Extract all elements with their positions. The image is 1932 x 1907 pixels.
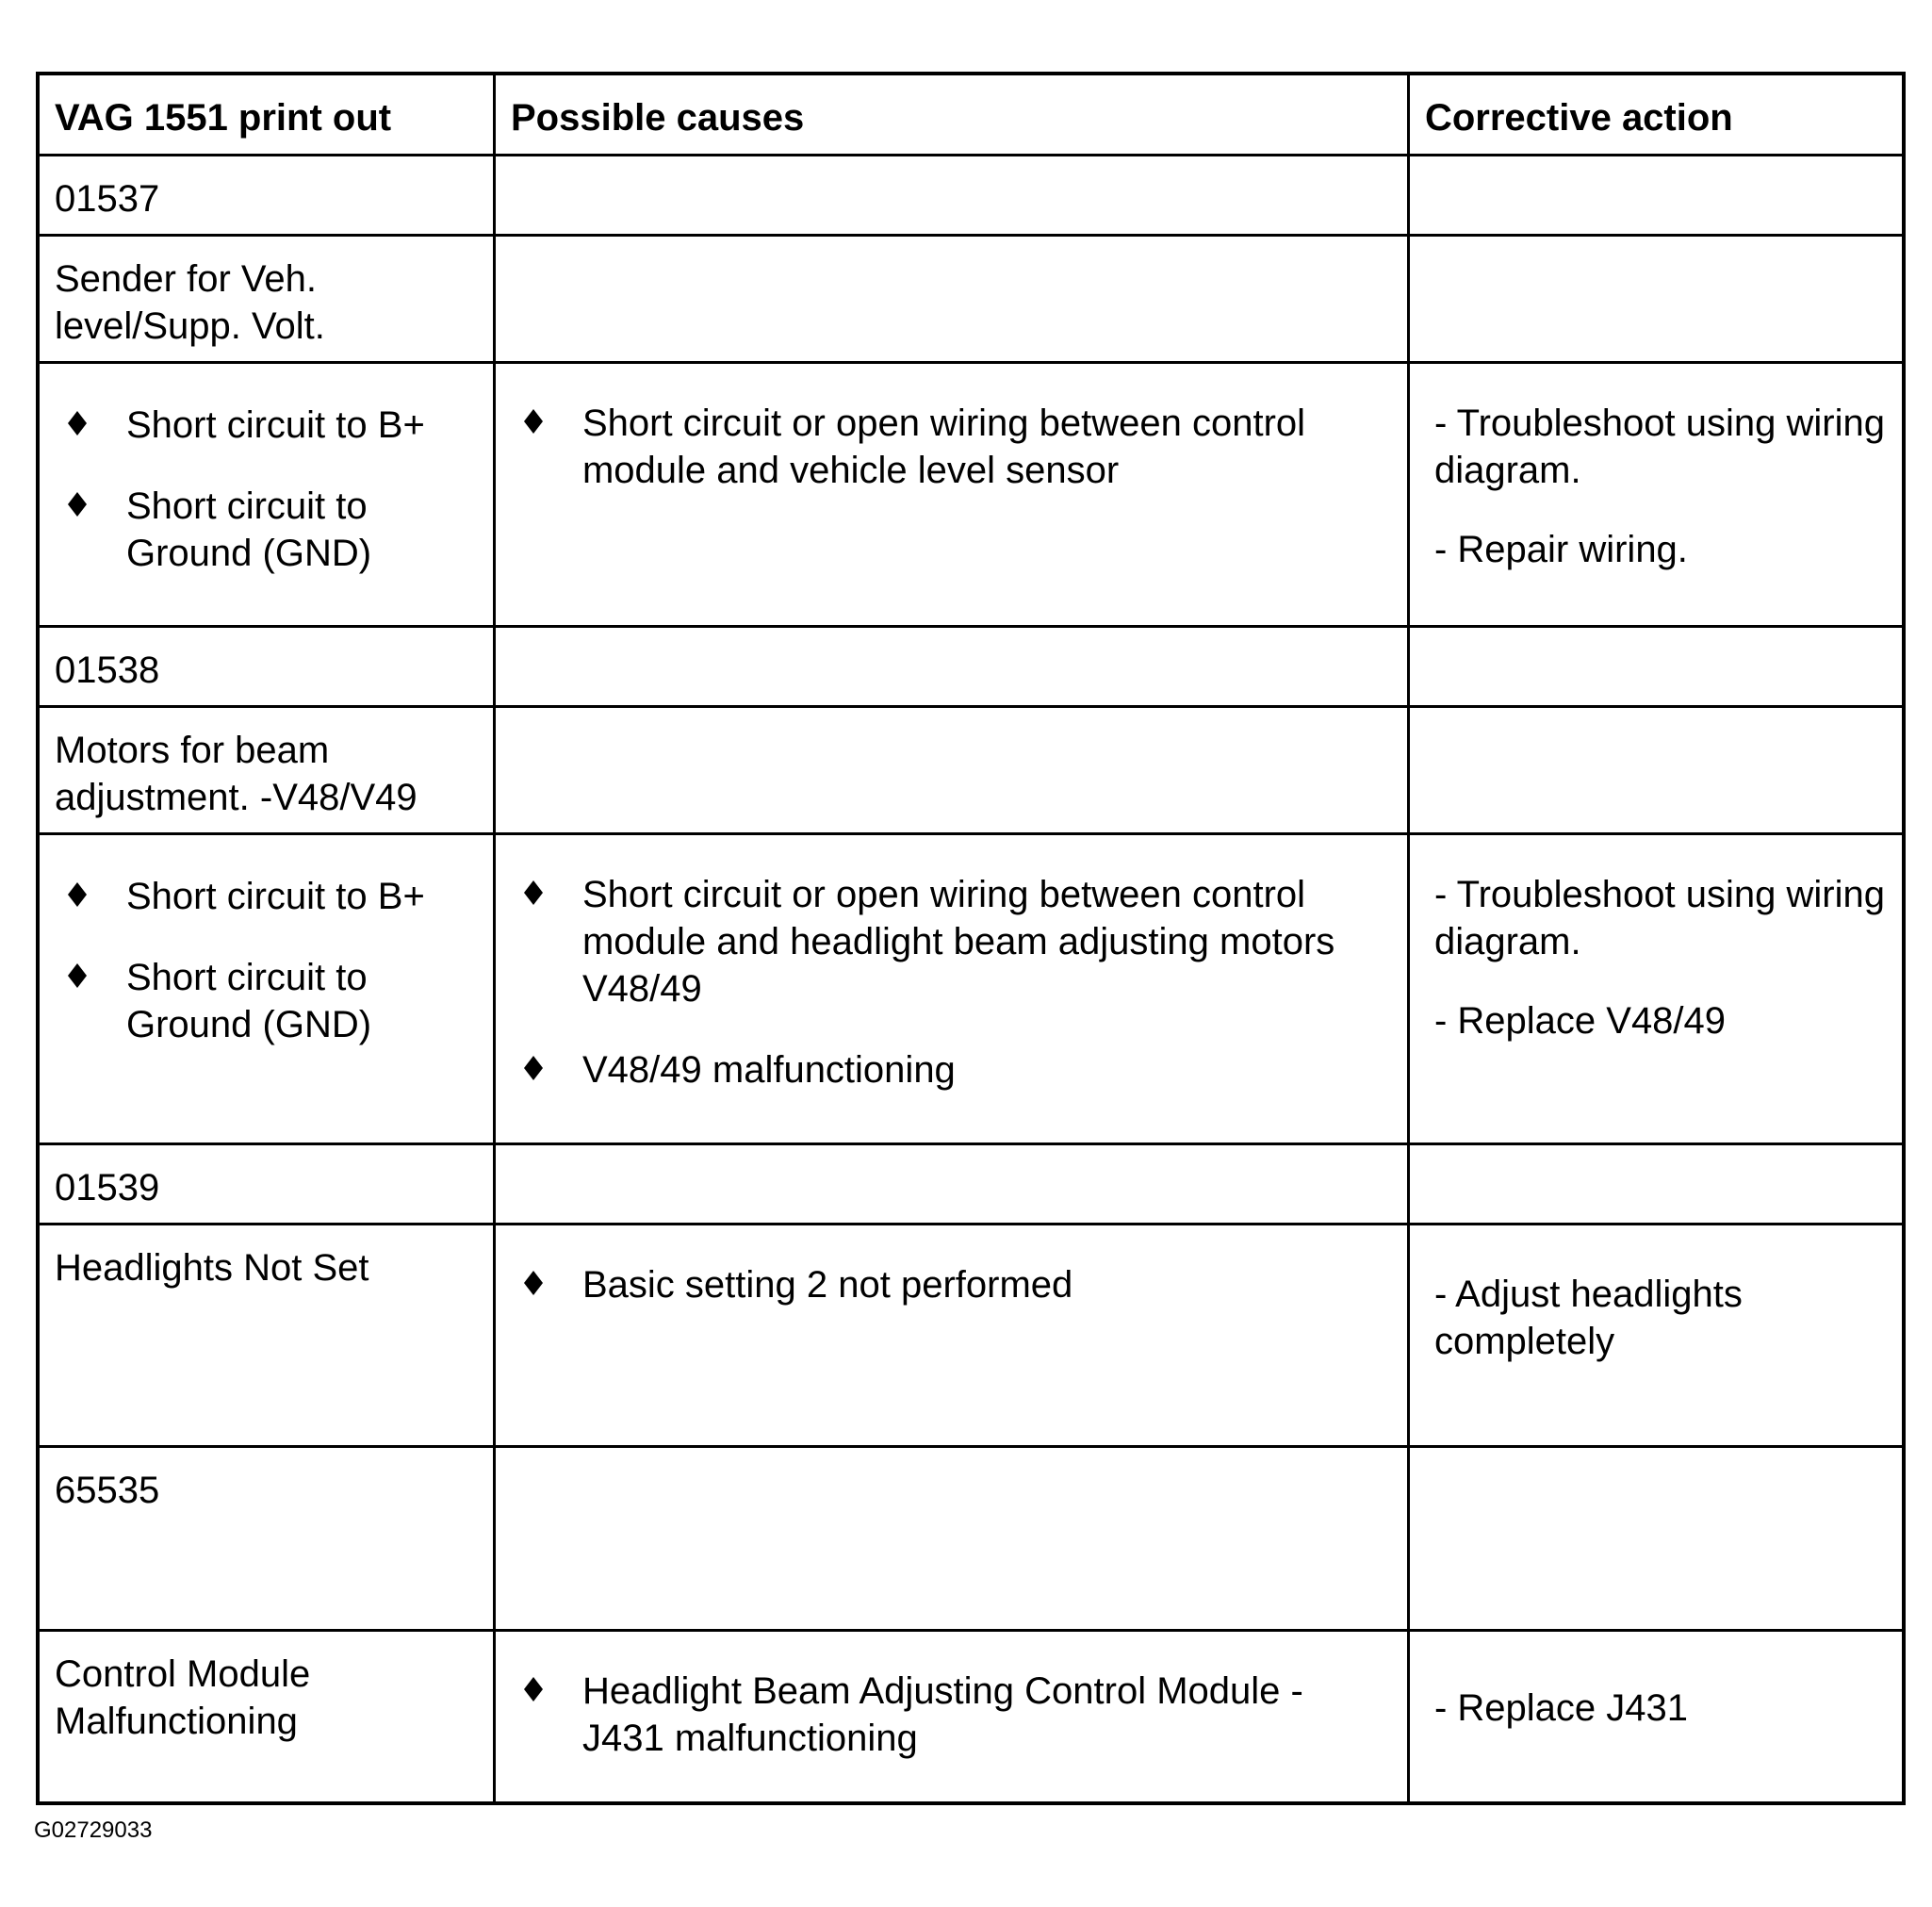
action-cell	[1408, 1224, 1904, 1446]
header-printout: VAG 1551 print out	[38, 74, 494, 155]
diagnostic-table	[36, 72, 1906, 1805]
cause-list	[496, 1225, 1407, 1308]
action-cell	[1408, 362, 1904, 626]
fault-code: 01538	[55, 649, 160, 691]
table-row	[38, 235, 1904, 362]
list-item	[515, 871, 1392, 1012]
cause-text: Headlight Beam Adjusting Control Module - J431 malfunctioning	[581, 1669, 1303, 1759]
diamond-bullet-icon	[520, 1046, 547, 1093]
causes-cell	[494, 626, 1408, 706]
cause-text: Basic setting 2 not performed	[581, 1263, 1073, 1306]
fault-code-cell	[38, 626, 494, 706]
fault-code-cell	[38, 1446, 494, 1630]
fault-list	[40, 835, 493, 1048]
diamond-bullet-icon	[520, 1261, 547, 1308]
action-list	[1410, 835, 1902, 1044]
component-name: Control Module Malfunctioning	[55, 1652, 311, 1742]
component-name: Headlights Not Set	[55, 1246, 369, 1289]
diamond-bullet-icon	[64, 873, 90, 920]
action-cell	[1408, 706, 1904, 833]
component-cell	[38, 706, 494, 833]
cause-text: Short circuit or open wiring between control module and headlight beam adjusting motors V48/49	[581, 873, 1335, 1010]
list-item	[58, 402, 478, 449]
fault-text: Short circuit to B+	[126, 403, 425, 446]
component-cell	[38, 1630, 494, 1803]
list-item	[58, 483, 478, 577]
diamond-bullet-icon	[64, 483, 90, 530]
component-cell	[38, 235, 494, 362]
list-item	[515, 1046, 1392, 1093]
list-item	[515, 400, 1392, 494]
faults-cell	[38, 362, 494, 626]
cause-text: V48/49 malfunctioning	[581, 1048, 956, 1091]
header-action: Corrective action	[1408, 74, 1904, 155]
action-cell	[1408, 235, 1904, 362]
table-row	[38, 706, 1904, 833]
list-item	[58, 873, 478, 920]
causes-cell	[494, 362, 1408, 626]
causes-cell	[494, 155, 1408, 235]
causes-cell	[494, 1143, 1408, 1224]
fault-text: Short circuit to Ground (GND)	[126, 956, 372, 1045]
action-text: - Replace J431	[1433, 1686, 1688, 1729]
action-text: - Troubleshoot using wiring diagram.	[1433, 402, 1885, 491]
table-row	[38, 1143, 1904, 1224]
fault-code: 01539	[55, 1166, 160, 1208]
list-item	[515, 1668, 1392, 1762]
causes-cell	[494, 235, 1408, 362]
cause-text: Short circuit or open wiring between control module and vehicle level sensor	[581, 402, 1306, 491]
component-name: Motors for beam adjustment. -V48/V49	[55, 729, 418, 818]
fault-code: 65535	[55, 1469, 160, 1511]
diamond-bullet-icon	[64, 402, 90, 449]
figure-id: G02729033	[34, 1817, 153, 1843]
fault-list	[40, 364, 493, 577]
causes-cell	[494, 1630, 1408, 1803]
action-list	[1410, 1225, 1902, 1365]
header-causes: Possible causes	[494, 74, 1408, 155]
list-item	[58, 954, 478, 1048]
causes-cell	[494, 706, 1408, 833]
action-text: - Troubleshoot using wiring diagram.	[1433, 873, 1885, 962]
causes-cell	[494, 1446, 1408, 1630]
table-row	[38, 362, 1904, 626]
table-row	[38, 626, 1904, 706]
diamond-bullet-icon	[520, 871, 547, 918]
action-cell	[1408, 1446, 1904, 1630]
action-cell	[1408, 155, 1904, 235]
cause-list	[496, 1632, 1407, 1762]
table-row	[38, 1446, 1904, 1630]
table-row	[38, 1630, 1904, 1803]
action-text: - Repair wiring.	[1433, 528, 1688, 570]
action-text: - Adjust headlights completely	[1433, 1273, 1743, 1362]
table-row	[38, 833, 1904, 1143]
component-name: Sender for Veh. level/Supp. Volt.	[55, 257, 325, 347]
table-row	[38, 155, 1904, 235]
fault-code: 01537	[55, 177, 160, 220]
faults-cell	[38, 833, 494, 1143]
header-row	[38, 74, 1904, 155]
fault-code-cell	[38, 1143, 494, 1224]
action-cell	[1408, 1630, 1904, 1803]
component-cell	[38, 1224, 494, 1446]
action-list	[1410, 364, 1902, 573]
action-cell	[1408, 833, 1904, 1143]
action-cell	[1408, 626, 1904, 706]
fault-code-cell	[38, 155, 494, 235]
causes-cell	[494, 833, 1408, 1143]
action-text: - Replace V48/49	[1433, 999, 1727, 1042]
action-list	[1410, 1632, 1902, 1732]
fault-text: Short circuit to B+	[126, 875, 425, 917]
table-row	[38, 1224, 1904, 1446]
diamond-bullet-icon	[64, 954, 90, 1001]
fault-text: Short circuit to Ground (GND)	[126, 485, 372, 574]
causes-cell	[494, 1224, 1408, 1446]
list-item	[515, 1261, 1392, 1308]
cause-list	[496, 835, 1407, 1093]
cause-list	[496, 364, 1407, 494]
diamond-bullet-icon	[520, 1668, 547, 1715]
diamond-bullet-icon	[520, 400, 547, 447]
action-cell	[1408, 1143, 1904, 1224]
